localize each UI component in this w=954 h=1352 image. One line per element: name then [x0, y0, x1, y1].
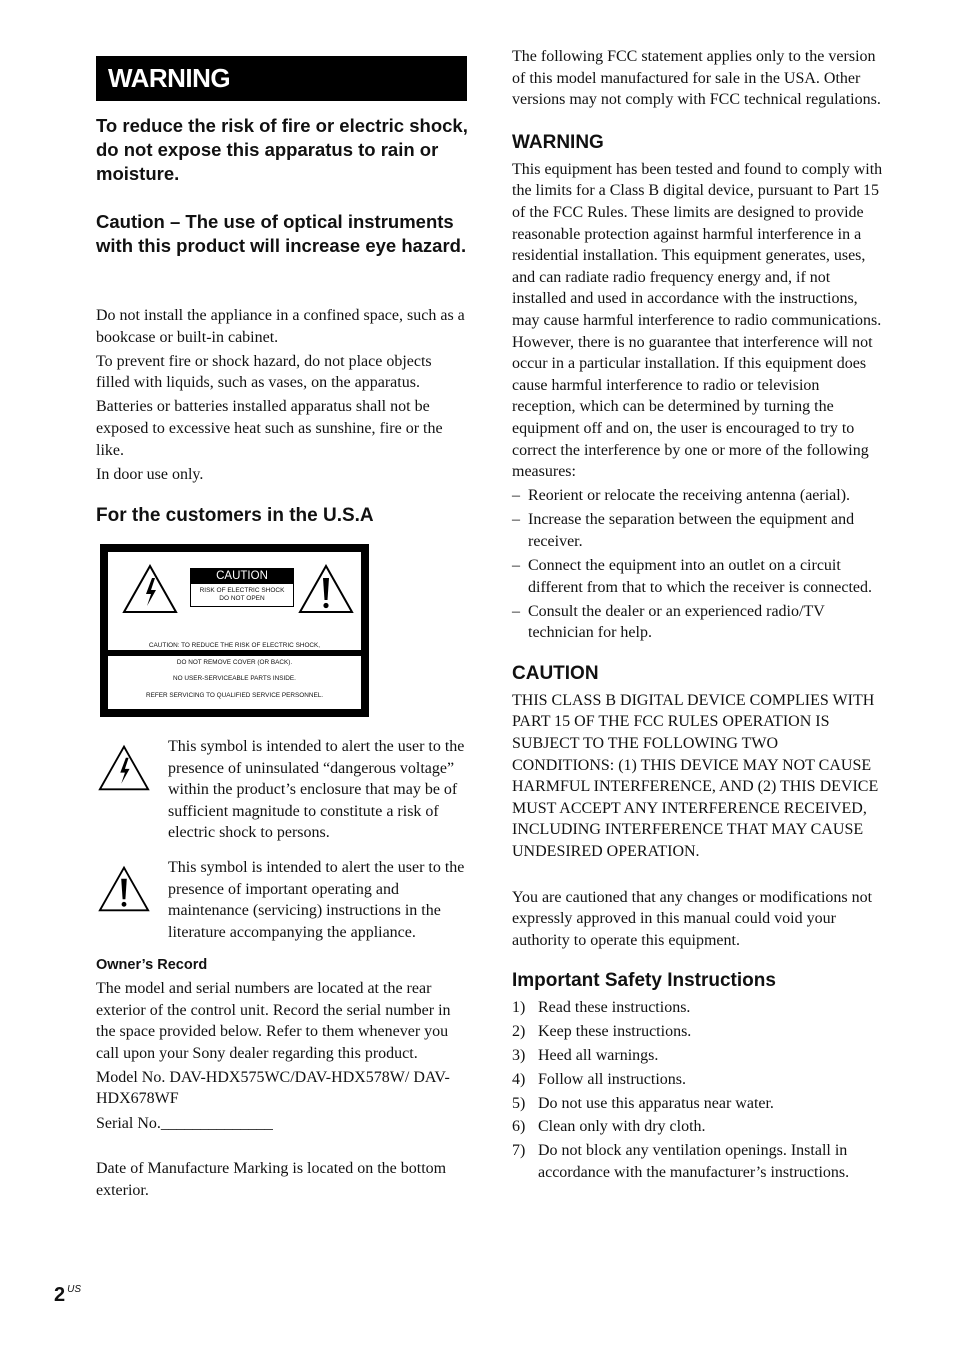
- exclamation-symbol-icon: [98, 865, 150, 913]
- caution-box-line2: DO NOT OPEN: [219, 595, 265, 602]
- label-line-2: DO NOT REMOVE COVER (OR BACK).: [176, 658, 293, 666]
- owners-record: [96, 956, 468, 1204]
- right-column: [512, 46, 884, 1185]
- caution-box-title: CAUTION: [190, 568, 294, 584]
- liquid-note: To prevent fire or shock hazard, do not place objects filled with liquids, such as vases, on the apparatus.: [96, 352, 432, 392]
- lightning-symbol-text: This symbol is intended to alert the user to the presence of uninsulated “dangerous voltage” within the product’s enclosure that may be of sufficient magnitude to constitute a risk of electric shock to persons.: [168, 738, 465, 842]
- safety-heading: Important Safety Instructions: [512, 970, 776, 992]
- lightning-symbol-icon: [98, 744, 150, 792]
- list-item: – Consult the dealer or an experienced radio/TV technician for help.: [512, 602, 825, 642]
- list-item: 7) Do not block any ventilation openings. Install in accordance with the manufacturer’s instructions.: [512, 1142, 850, 1181]
- warning-banner: WARNING: [96, 56, 467, 101]
- list-item: 6) Clean only with dry cloth.: [512, 1118, 706, 1136]
- owners-heading: Owner’s Record: [96, 957, 208, 973]
- exclamation-symbol-text: This symbol is intended to alert the user to the presence of important operating and maintenance (servicing) instructions in the literature accompanying the appliance.: [168, 859, 465, 941]
- list-item: 5) Do not use this apparatus near water.: [512, 1094, 774, 1112]
- indoor-note: In door use only.: [96, 465, 204, 483]
- owners-text: The model and serial numbers are located at the rear exterior of the control unit. Record the serial number in the space provided below. Refer to them whenever you call upon your Sony dealer regarding this product.: [96, 980, 451, 1062]
- serial-number: Serial No.______________: [96, 1114, 273, 1132]
- list-item: 3) Heed all warnings.: [512, 1046, 659, 1064]
- usa-heading: For the customers in the U.S.A: [96, 505, 374, 526]
- fire-shock-warning: To reduce the risk of fire or electric shock, do not expose this apparatus to rain or moisture.: [96, 115, 468, 184]
- fcc-warning-text: This equipment has been tested and found to comply with the limits for a Class B digital device, pursuant to Part 15 of the FCC Rules. These limits are designed to provide reasonable protection against harmful interference in a residential installation. This equipment generates, uses, and can radiate radio frequency energy and, if not installed and used in accordance with the instructions, may cause harmful interference to radio communications. However, there is no guarantee that interference will not occur in a particular installation. If this equipment does cause harmful interference to radio or television reception, which can be determined by turning the equipment off and on, the user is encouraged to try to correct the interference by one or more of the following measures:: [512, 160, 883, 481]
- label-line-1: CAUTION: TO REDUCE THE RISK OF ELECTRIC SHOCK,: [148, 642, 321, 649]
- caution-box-line1: RISK OF ELECTRIC SHOCK: [199, 587, 285, 594]
- page-number: 2 $^{US}$: [54, 1284, 82, 1306]
- install-note: Do not install the appliance in a confined space, such as a bookcase or built-in cabinet.: [96, 307, 465, 346]
- lightning-warning-icon: [122, 564, 178, 614]
- left-warnings: [96, 114, 468, 258]
- battery-note: Batteries or batteries installed apparatus shall not be exposed to excessive heat such as sunshine, fire or the like.: [96, 398, 443, 459]
- exclamation-warning-icon: [298, 564, 354, 614]
- list-item: 1) Read these instructions.: [512, 999, 691, 1017]
- safety-list: [512, 997, 884, 1183]
- caution-box: [190, 568, 294, 607]
- page-suffix: US: [67, 1284, 82, 1295]
- fcc-warning-heading: WARNING: [512, 131, 604, 153]
- symbol-row-lightning: [96, 736, 468, 846]
- label-line-4: REFER SERVICING TO QUALIFIED SERVICE PERSONNEL.: [145, 691, 324, 699]
- fcc-intro: The following FCC statement applies only to the version of this model manufactured for sale in the USA. Other versions may not comply with FCC technical regulations.: [512, 48, 881, 109]
- list-item: 2) Keep these instructions.: [512, 1023, 692, 1041]
- list-item: – Connect the equipment into an outlet on a circuit different from that to which the receiver is connected.: [512, 556, 873, 596]
- caution-label: [100, 544, 369, 717]
- fcc-caution-heading: CAUTION: [512, 662, 599, 684]
- list-item: 4) Follow all instructions.: [512, 1070, 686, 1088]
- changes-notice: You are cautioned that any changes or modifications not expressly approved in this manual could void your authority to operate this equipment.: [512, 888, 873, 949]
- measures-list: [512, 485, 884, 644]
- optical-caution: Caution – The use of optical instruments with this product will increase eye hazard.: [96, 211, 467, 256]
- list-item: – Increase the separation between the equipment and receiver.: [512, 511, 855, 550]
- model-number: Model No. DAV-HDX575WC/DAV-HDX578W/ DAV-HDX678WF: [96, 1068, 450, 1108]
- left-paragraphs: [96, 305, 468, 488]
- label-line-3: NO USER-SERVICEABLE PARTS INSIDE.: [173, 675, 296, 682]
- manufacture-date: Date of Manufacture Marking is located on the bottom exterior.: [96, 1160, 447, 1199]
- symbol-row-exclamation: [96, 857, 468, 947]
- list-item: – Reorient or relocate the receiving antenna (aerial).: [512, 487, 851, 505]
- fcc-caution-text: THIS CLASS B DIGITAL DEVICE COMPLIES WITH PART 15 OF THE FCC RULES OPERATION IS SUBJECT TO THE FOLLOWING TWO CONDITIONS: (1) THIS DEVICE MAY NOT CAUSE HARMFUL INTERFERENCE, AND (2) THIS DEVICE MUST ACCEPT ANY INTERFERENCE RECEIVED, INCLUDING INTERFERENCE THAT MAY CAUSE UNDESIRED OPERATION.: [512, 691, 879, 860]
